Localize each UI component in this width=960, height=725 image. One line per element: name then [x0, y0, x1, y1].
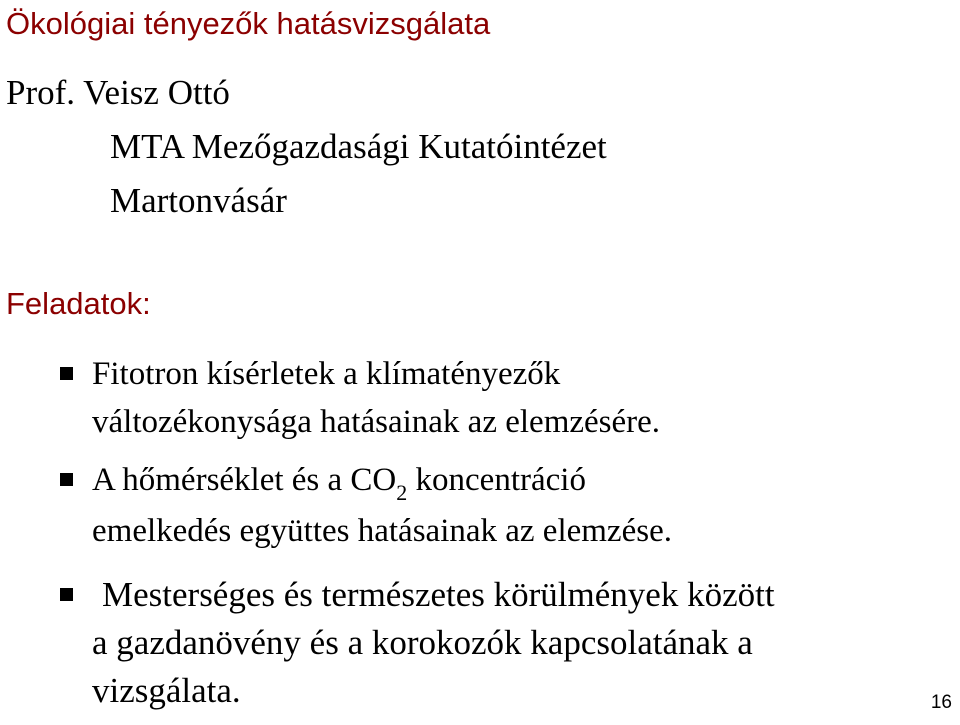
task-item [0, 456, 960, 555]
task-item-text: A hőmérséklet és a CO [92, 462, 397, 498]
task-item-line: emelkedés együttes hatásainak az elemzése. [92, 513, 672, 549]
task-item [0, 571, 960, 715]
task-item [0, 350, 960, 446]
author-name: Prof. Veisz Ottó [6, 73, 230, 112]
task-item-text: koncentráció [407, 462, 586, 498]
author-institute: MTA Mezőgazdasági Kutatóintézet [110, 127, 607, 166]
task-item-line: a gazdanövény és a korokozók kapcsolatának a [92, 623, 753, 662]
task-list [0, 350, 960, 725]
task-item-line: vizsgálata. [92, 671, 241, 710]
square-bullet-icon [60, 367, 73, 380]
task-item-line [92, 456, 960, 507]
task-item-line: Mesterséges és természetes körülmények között [102, 575, 775, 614]
subscript: 2 [396, 480, 408, 505]
page-number: 16 [930, 692, 952, 713]
square-bullet-icon [60, 588, 73, 601]
square-bullet-icon [60, 473, 73, 486]
author-block [6, 66, 607, 228]
slide-title: Ökológiai tényezők hatásvizsgálata [6, 6, 491, 41]
task-item-line: Fitotron kísérletek a klímatényezők [92, 356, 561, 392]
tasks-heading: Feladatok: [6, 286, 151, 321]
task-item-line: változékonysága hatásainak az elemzésére. [92, 404, 661, 440]
author-city: Martonvásár [110, 181, 287, 220]
